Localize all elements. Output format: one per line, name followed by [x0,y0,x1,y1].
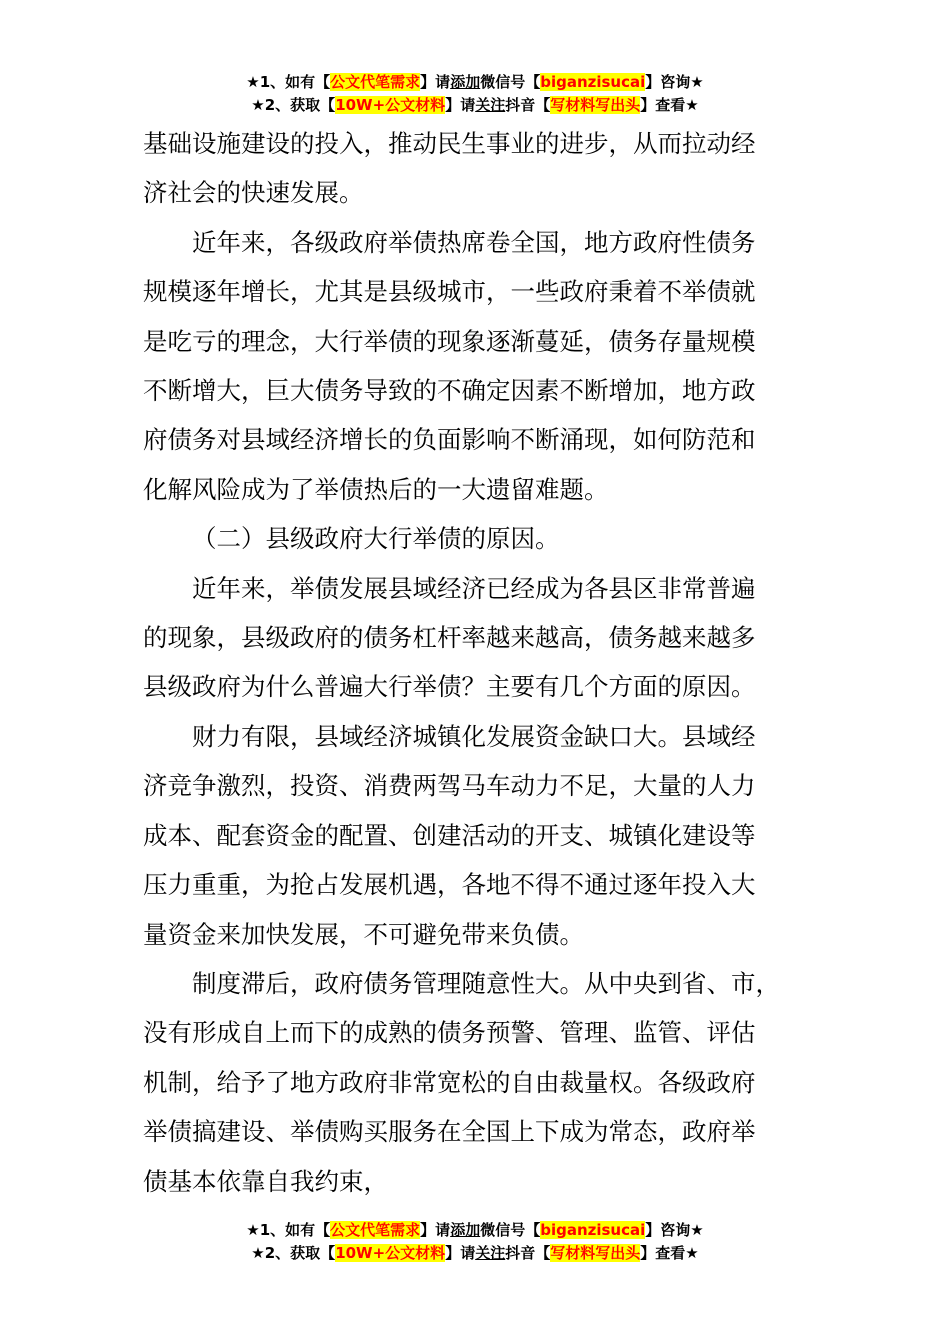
body-line: 成本、配套资金的配置、创建活动的开支、城镇化建设等 [143,820,756,850]
banner-line-2 [0,94,950,117]
banner-text: 】咨询★ [645,1221,704,1239]
banner-text: ★2、获取【 [251,1244,336,1262]
body-line: 是吃亏的理念，大行举债的现象逐渐蔓延，债务存量规模 [143,326,756,356]
banner-text: 微信号【 [480,1221,541,1239]
banner-text: 微信号【 [480,73,541,91]
body-line: 县级政府为什么普遍大行举债？主要有几个方面的原因。 [143,672,756,702]
banner-highlight: 公文代笔需求 [330,73,421,91]
body-line: 压力重重，为抢占发展机遇，各地不得不通过逐年投入大 [143,870,756,900]
banner-text: 】请 [420,1221,451,1239]
banner-highlight: 公文代笔需求 [330,1221,421,1239]
banner-highlight: 10W+公文材料 [335,96,446,114]
body-line: 济竞争激烈，投资、消费两驾马车动力不足，大量的人力 [143,771,756,801]
document-body [143,119,833,1206]
body-line: 的现象，县级政府的债务杠杆率越来越高，债务越来越多 [143,623,756,653]
body-line: 不断增大，巨大债务导致的不确定因素不断增加，地方政 [143,376,756,406]
body-line: 规模逐年增长，尤其是县级城市，一些政府秉着不举债就 [143,277,756,307]
banner-line-1 [0,71,950,94]
banner-underlined: 关注 [475,96,506,114]
body-line: 府债务对县域经济增长的负面影响不断涌现，如何防范和 [143,425,756,455]
banner-text: 】咨询★ [645,73,704,91]
body-line: 财力有限，县域经济城镇化发展资金缺口大。县域经 [192,721,756,751]
banner-underlined: 添加 [450,1221,481,1239]
section-heading: （二）县级政府大行举债的原因。 [192,524,560,554]
body-line: 债基本依靠自我约束， [143,1166,388,1196]
body-line: 机制，给予了地方政府非常宽松的自由裁量权。各级政府 [143,1067,756,1097]
banner-text: 】查看★ [640,96,699,114]
banner-text: 】请 [445,1244,476,1262]
body-line: 基础设施建设的投入，推动民生事业的进步，从而拉动经 [143,129,756,158]
banner-highlight: 写材料写出头 [550,96,641,114]
banner-text: ★1、如有【 [246,73,331,91]
banner-underlined: 关注 [475,1244,506,1262]
banner-highlight: biganzisucai [540,73,646,91]
banner-underlined: 添加 [450,73,481,91]
banner-highlight: 10W+公文材料 [335,1244,446,1262]
banner-text: ★2、获取【 [251,96,336,114]
body-line: 近年来，举债发展县域经济已经成为各县区非常普遍 [192,573,756,603]
banner-text: 抖音【 [505,96,551,114]
body-line: 举债搞建设、举债购买服务在全国上下成为常态，政府举 [143,1117,756,1147]
footer-banner [0,1219,950,1265]
banner-line-2 [0,1242,950,1265]
banner-text: 】请 [445,96,476,114]
banner-highlight: 写材料写出头 [550,1244,641,1262]
header-banner [0,71,950,117]
body-line: 化解风险成为了举债热后的一大遗留难题。 [143,474,609,504]
body-line: 制度滞后，政府债务管理随意性大。从中央到省、市， [192,968,780,998]
banner-text: 】请 [420,73,451,91]
body-line: 近年来，各级政府举债热席卷全国，地方政府性债务 [192,227,756,257]
banner-highlight: biganzisucai [540,1221,646,1239]
body-line: 没有形成自上而下的成熟的债务预警、管理、监管、评估 [143,1018,756,1048]
body-line: 济社会的快速发展。 [143,178,364,208]
body-line: 量资金来加快发展，不可避免带来负债。 [143,919,584,949]
banner-text: 抖音【 [505,1244,551,1262]
banner-text: ★1、如有【 [246,1221,331,1239]
banner-line-1 [0,1219,950,1242]
banner-text: 】查看★ [640,1244,699,1262]
